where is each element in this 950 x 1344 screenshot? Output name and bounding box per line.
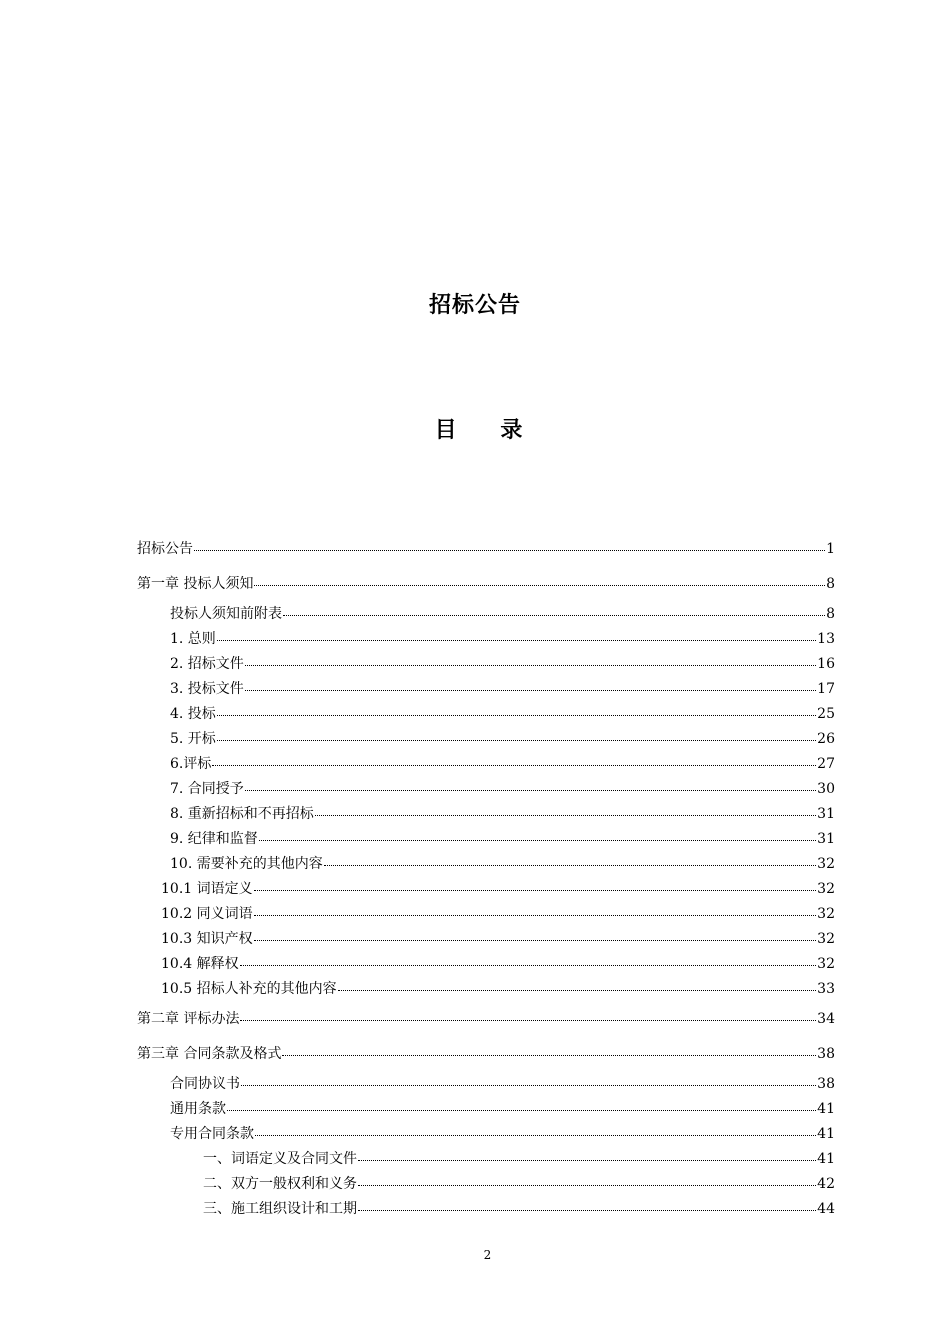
toc-entry[interactable] bbox=[170, 680, 835, 698]
dot-leader bbox=[259, 828, 816, 841]
dot-leader bbox=[245, 653, 816, 666]
toc-entry-page: 38 bbox=[817, 1076, 835, 1092]
dot-leader bbox=[240, 1008, 816, 1021]
toc-entry[interactable] bbox=[161, 930, 835, 948]
toc-entry-label: 7. 合同授予 bbox=[170, 781, 244, 797]
toc-entry[interactable] bbox=[170, 655, 835, 673]
toc-entry-page: 41 bbox=[817, 1126, 835, 1142]
dot-leader bbox=[282, 1043, 816, 1056]
toc-entry-page: 26 bbox=[817, 731, 835, 747]
dot-leader bbox=[245, 678, 816, 691]
dot-leader bbox=[227, 1098, 816, 1111]
dot-leader bbox=[254, 928, 817, 941]
toc-entry[interactable] bbox=[170, 1125, 835, 1143]
dot-leader bbox=[255, 1123, 816, 1136]
page-number: 2 bbox=[483, 1248, 492, 1262]
toc-entry-label: 1. 总则 bbox=[170, 631, 216, 647]
toc-entry[interactable] bbox=[161, 905, 835, 923]
toc-entry[interactable] bbox=[170, 730, 835, 748]
dot-leader bbox=[194, 538, 825, 551]
toc-entry-page: 41 bbox=[817, 1101, 835, 1117]
toc-entry-page: 1 bbox=[826, 541, 835, 557]
toc-entry[interactable] bbox=[161, 955, 835, 973]
toc-entry[interactable] bbox=[161, 980, 835, 998]
toc-entry-label: 10. 需要补充的其他内容 bbox=[170, 856, 323, 872]
toc-entry-page: 8 bbox=[826, 576, 835, 592]
dot-leader bbox=[217, 628, 816, 641]
toc-entry-page: 38 bbox=[817, 1046, 835, 1062]
toc-entry[interactable] bbox=[161, 880, 835, 898]
toc-entry-page: 32 bbox=[817, 906, 835, 922]
toc-entry-page: 44 bbox=[817, 1201, 835, 1217]
toc-entry[interactable] bbox=[170, 1100, 835, 1118]
toc-entry-page: 32 bbox=[817, 931, 835, 947]
dot-leader bbox=[315, 803, 816, 816]
toc-entry-label: 通用条款 bbox=[170, 1101, 226, 1117]
toc-entry-label: 招标公告 bbox=[137, 541, 193, 557]
toc-entry[interactable] bbox=[170, 780, 835, 798]
toc-entry-page: 42 bbox=[817, 1176, 835, 1192]
toc-entry[interactable] bbox=[203, 1175, 835, 1193]
toc-entry-page: 27 bbox=[817, 756, 835, 772]
toc-entry-label: 三、施工组织设计和工期 bbox=[203, 1201, 357, 1217]
dot-leader bbox=[254, 573, 825, 586]
dot-leader bbox=[245, 778, 816, 791]
toc-entry-page: 17 bbox=[817, 681, 835, 697]
toc-entry-page: 30 bbox=[817, 781, 835, 797]
toc-entry-label: 一、词语定义及合同文件 bbox=[203, 1151, 357, 1167]
dot-leader bbox=[338, 978, 817, 991]
toc-entry[interactable] bbox=[170, 705, 835, 723]
toc-entry-page: 41 bbox=[817, 1151, 835, 1167]
toc-entry[interactable] bbox=[170, 855, 835, 873]
dot-leader bbox=[212, 753, 816, 766]
toc-entry-page: 32 bbox=[817, 881, 835, 897]
toc-entry[interactable] bbox=[170, 1075, 835, 1093]
toc-entry-label: 合同协议书 bbox=[170, 1076, 240, 1092]
toc-entry-label: 5. 开标 bbox=[170, 731, 216, 747]
toc-entry-label: 二、双方一般权利和义务 bbox=[203, 1176, 357, 1192]
toc-entry-label: 第一章 投标人须知 bbox=[137, 576, 254, 592]
toc-entry-page: 16 bbox=[817, 656, 835, 672]
toc-entry-page: 32 bbox=[817, 856, 835, 872]
dot-leader bbox=[283, 603, 825, 616]
toc-entry-label: 9. 纪律和监督 bbox=[170, 831, 258, 847]
dot-leader bbox=[358, 1198, 816, 1211]
toc-entry-page: 13 bbox=[817, 631, 835, 647]
dot-leader bbox=[241, 1073, 816, 1086]
dot-leader bbox=[358, 1148, 816, 1161]
toc-entry-label: 10.4 解释权 bbox=[161, 956, 239, 972]
dot-leader bbox=[254, 878, 817, 891]
toc-entry-label: 2. 招标文件 bbox=[170, 656, 244, 672]
toc-entry-label: 10.1 词语定义 bbox=[161, 881, 253, 897]
toc-title: 目 录 bbox=[434, 418, 541, 443]
toc-entry-label: 10.2 同义词语 bbox=[161, 906, 253, 922]
toc-entry-label: 10.5 招标人补充的其他内容 bbox=[161, 981, 337, 997]
toc-entry-label: 8. 重新招标和不再招标 bbox=[170, 806, 314, 822]
dot-leader bbox=[254, 903, 817, 916]
toc-entry-page: 33 bbox=[817, 981, 835, 997]
toc-entry-label: 10.3 知识产权 bbox=[161, 931, 253, 947]
toc-entry-label: 4. 投标 bbox=[170, 706, 216, 722]
toc-entry-page: 25 bbox=[817, 706, 835, 722]
toc-entry[interactable] bbox=[203, 1150, 835, 1168]
toc-entry-label: 第二章 评标办法 bbox=[137, 1011, 240, 1027]
dot-leader bbox=[358, 1173, 816, 1186]
toc-entry[interactable] bbox=[137, 540, 835, 558]
toc-entry[interactable] bbox=[170, 830, 835, 848]
toc-entry[interactable] bbox=[170, 755, 835, 773]
toc-entry-page: 32 bbox=[817, 956, 835, 972]
toc-entry-label: 3. 投标文件 bbox=[170, 681, 244, 697]
toc-entry[interactable] bbox=[203, 1200, 835, 1218]
toc-entry[interactable] bbox=[137, 1045, 835, 1063]
toc-entry[interactable] bbox=[137, 1010, 835, 1028]
toc-entry-page: 34 bbox=[817, 1011, 835, 1027]
dot-leader bbox=[217, 703, 816, 716]
dot-leader bbox=[240, 953, 817, 966]
toc-entry[interactable] bbox=[170, 630, 835, 648]
toc-entry-label: 6.评标 bbox=[170, 756, 212, 772]
dot-leader bbox=[217, 728, 816, 741]
dot-leader bbox=[324, 853, 816, 866]
toc-entry-page: 8 bbox=[826, 606, 835, 622]
toc-entry-label: 专用合同条款 bbox=[170, 1126, 254, 1142]
toc-entry[interactable] bbox=[170, 605, 835, 623]
toc-entry[interactable] bbox=[137, 575, 835, 593]
toc-entry-page: 31 bbox=[817, 831, 835, 847]
toc-entry-page: 31 bbox=[817, 806, 835, 822]
toc-entry-label: 第三章 合同条款及格式 bbox=[137, 1046, 282, 1062]
toc-entry[interactable] bbox=[170, 805, 835, 823]
toc-entry-label: 投标人须知前附表 bbox=[170, 606, 282, 622]
document-title: 招标公告 bbox=[428, 293, 521, 318]
